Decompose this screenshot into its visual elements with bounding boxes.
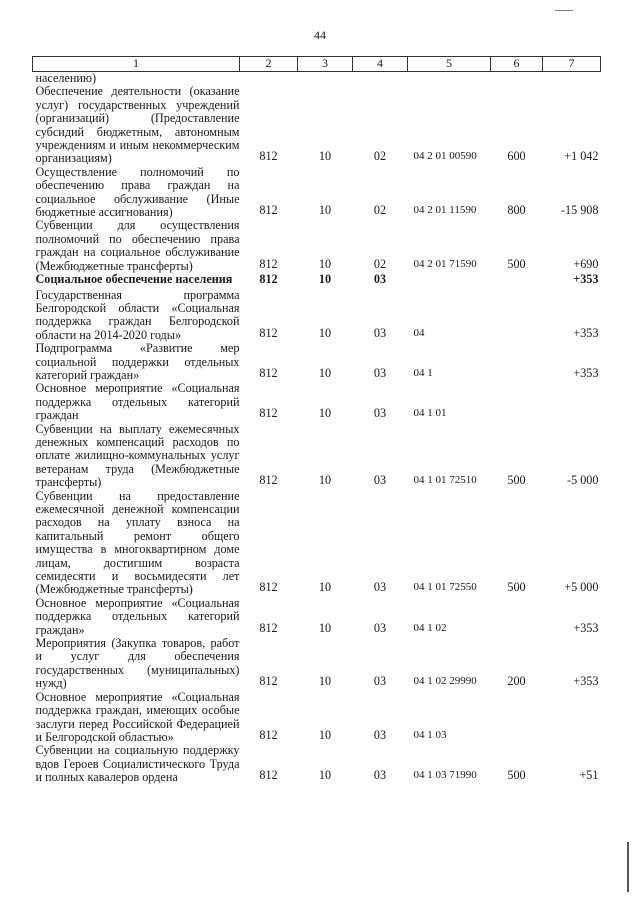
row-col-4: 02 bbox=[373, 149, 387, 164]
row-col-4: 02 bbox=[373, 203, 387, 218]
row-col-2: 812 bbox=[259, 406, 278, 421]
table-row bbox=[33, 273, 601, 288]
row-col-6: 500 bbox=[507, 473, 526, 488]
row-col-4: 03 bbox=[373, 727, 387, 742]
table-row bbox=[33, 219, 601, 273]
row-col-6: 800 bbox=[507, 203, 526, 218]
row-col-2: 812 bbox=[259, 256, 278, 271]
row-code: 04 2 01 11590 bbox=[413, 204, 477, 217]
column-header: 6 bbox=[491, 57, 543, 72]
header-row bbox=[33, 57, 601, 72]
row-col-2 bbox=[240, 72, 298, 86]
table-row bbox=[33, 423, 601, 490]
row-col-4 bbox=[353, 72, 408, 86]
row-name: Осуществление полномочий по обеспечению права граждан на социальное обслуживание (Иные бюджетные ассигнования) bbox=[35, 164, 240, 220]
column-header: 1 bbox=[33, 57, 240, 72]
table-row bbox=[33, 342, 601, 382]
row-col-2: 812 bbox=[259, 473, 278, 488]
row-code: 04 2 01 71590 bbox=[413, 257, 477, 270]
row-col-4: 02 bbox=[373, 256, 387, 271]
row-col-6 bbox=[491, 597, 543, 637]
scan-mark bbox=[555, 10, 573, 11]
row-code: 04 1 02 bbox=[413, 621, 447, 634]
row-amount: +5 000 bbox=[564, 580, 599, 595]
row-code: 04 bbox=[413, 326, 425, 339]
page-number: 44 bbox=[314, 28, 326, 42]
row-amount: -5 000 bbox=[567, 473, 599, 488]
row-col-4: 03 bbox=[373, 406, 387, 421]
row-col-3: 10 bbox=[318, 674, 332, 689]
table-row bbox=[33, 85, 601, 165]
row-amount: +51 bbox=[579, 768, 599, 783]
row-col-3: 10 bbox=[318, 325, 332, 340]
row-col-2: 812 bbox=[259, 580, 278, 595]
row-col-6 bbox=[491, 342, 543, 382]
row-col-2: 812 bbox=[259, 620, 278, 635]
row-col-3: 10 bbox=[318, 272, 332, 287]
row-col-2: 812 bbox=[259, 674, 278, 689]
row-col-3: 10 bbox=[318, 768, 332, 783]
row-name: Мероприятия (Закупка товаров, работ и услуг для обеспечения государственных (муниципальных) нужд) bbox=[35, 636, 240, 691]
row-amount: +353 bbox=[573, 674, 599, 689]
table-body bbox=[33, 72, 601, 785]
column-header: 3 bbox=[298, 57, 353, 72]
row-amount bbox=[543, 382, 601, 422]
row-col-4: 03 bbox=[373, 473, 387, 488]
row-col-3: 10 bbox=[318, 149, 332, 164]
row-col-3: 10 bbox=[318, 365, 332, 380]
row-col-2: 812 bbox=[259, 768, 278, 783]
row-code: 04 1 bbox=[413, 366, 433, 379]
row-amount bbox=[543, 72, 601, 86]
row-col-3 bbox=[298, 72, 353, 86]
row-col-3: 10 bbox=[318, 406, 332, 421]
row-name: Подпрограмма «Развитие мер социальной поддержки отдельных категорий граждан» bbox=[35, 341, 240, 382]
table-row bbox=[33, 289, 601, 343]
table-row bbox=[33, 691, 601, 745]
row-name: Субвенции на предоставление ежемесячной денежной компенсации расходов на уплату взноса на капитальный ремонт общего имущества в многоквартирном доме лицам, достигшим возраста семидесяти и восьмидесяти лет (Межбюджетные трансферты) bbox=[35, 488, 240, 597]
row-col-6 bbox=[491, 273, 543, 288]
row-col-6: 500 bbox=[507, 768, 526, 783]
table-row bbox=[33, 744, 601, 784]
row-col-2: 812 bbox=[259, 727, 278, 742]
column-header: 4 bbox=[353, 57, 408, 72]
row-code bbox=[408, 273, 491, 288]
scan-edge-mark bbox=[627, 842, 629, 892]
row-amount: +353 bbox=[573, 365, 599, 380]
row-col-4: 03 bbox=[373, 365, 387, 380]
row-amount bbox=[543, 691, 601, 745]
row-name: Основное мероприятие «Социальная поддержка отдельных категорий граждан bbox=[35, 381, 240, 423]
row-amount: +353 bbox=[573, 620, 599, 635]
row-name: Субвенции на выплату ежемесячных денежных компенсаций расходов по оплате жилищно-коммунальных услуг ветеранам труда (Межбюджетные трансферты) bbox=[35, 421, 240, 490]
row-amount: -15 908 bbox=[560, 203, 599, 218]
row-col-4: 03 bbox=[373, 272, 387, 287]
row-col-2: 812 bbox=[259, 272, 278, 287]
row-amount: +353 bbox=[573, 272, 599, 287]
row-col-4: 03 bbox=[373, 620, 387, 635]
row-col-4: 03 bbox=[373, 674, 387, 689]
row-col-2: 812 bbox=[259, 203, 278, 218]
row-name: Государственная программа Белгородской области «Социальная поддержка граждан Белгородской области на 2014-2020 годы» bbox=[35, 287, 240, 342]
row-col-2: 812 bbox=[259, 365, 278, 380]
row-code: 04 1 01 bbox=[413, 407, 447, 420]
row-name: Основное мероприятие «Социальная поддержка граждан, имеющих особые заслуги перед Российской Федерацией и Белгородской областью» bbox=[35, 689, 240, 744]
row-col-6: 500 bbox=[507, 580, 526, 595]
row-col-6 bbox=[491, 72, 543, 86]
row-code: 04 1 01 72550 bbox=[413, 581, 477, 594]
row-col-3: 10 bbox=[318, 256, 332, 271]
row-col-6: 200 bbox=[507, 674, 526, 689]
row-col-3: 10 bbox=[318, 473, 332, 488]
row-amount: +353 bbox=[573, 325, 599, 340]
row-col-3: 10 bbox=[318, 620, 332, 635]
column-header: 5 bbox=[408, 57, 491, 72]
column-header: 7 bbox=[543, 57, 601, 72]
row-col-4: 03 bbox=[373, 768, 387, 783]
row-name: Обеспечение деятельности (оказание услуг) государственных учреждений (организаций) (Предоставление субсидий бюджетным, автономным учреждениям и иным некоммерческим организациям) bbox=[35, 84, 240, 166]
table-row bbox=[33, 597, 601, 637]
table-row bbox=[33, 166, 601, 220]
budget-table bbox=[32, 56, 601, 785]
row-name: Субвенции на социальную поддержку вдов Героев Социалистического Труда и полных кавалеров ордена bbox=[35, 743, 240, 785]
table-row bbox=[33, 490, 601, 597]
table-row bbox=[33, 72, 601, 86]
row-col-2: 812 bbox=[259, 149, 278, 164]
row-col-4: 03 bbox=[373, 325, 387, 340]
row-col-4: 03 bbox=[373, 580, 387, 595]
row-col-3: 10 bbox=[318, 203, 332, 218]
row-name: Социальное обеспечение населения bbox=[35, 272, 233, 287]
row-code: 04 1 02 29990 bbox=[413, 675, 477, 688]
row-col-6 bbox=[491, 289, 543, 343]
row-amount: +690 bbox=[573, 256, 599, 271]
row-name: населению) bbox=[35, 71, 97, 85]
row-code: 04 1 03 71990 bbox=[413, 769, 477, 782]
row-col-2: 812 bbox=[259, 325, 278, 340]
row-name: Основное мероприятие «Социальная поддержка отдельных категорий граждан» bbox=[35, 595, 240, 637]
row-col-6: 500 bbox=[507, 256, 526, 271]
row-code: 04 1 01 72510 bbox=[413, 474, 477, 487]
row-col-3: 10 bbox=[318, 580, 332, 595]
table-row bbox=[33, 382, 601, 422]
table-row bbox=[33, 637, 601, 691]
row-name: Субвенции для осуществления полномочий по обеспечению права граждан на социальное обслуживание (Межбюджетные трансферты) bbox=[35, 218, 240, 273]
row-amount: +1 042 bbox=[564, 149, 599, 164]
column-header: 2 bbox=[240, 57, 298, 72]
row-code: 04 1 03 bbox=[413, 728, 447, 741]
row-code bbox=[408, 72, 491, 86]
row-code: 04 2 01 00590 bbox=[413, 150, 477, 163]
row-col-6 bbox=[491, 691, 543, 745]
row-col-6: 600 bbox=[507, 149, 526, 164]
row-col-6 bbox=[491, 382, 543, 422]
row-col-3: 10 bbox=[318, 727, 332, 742]
